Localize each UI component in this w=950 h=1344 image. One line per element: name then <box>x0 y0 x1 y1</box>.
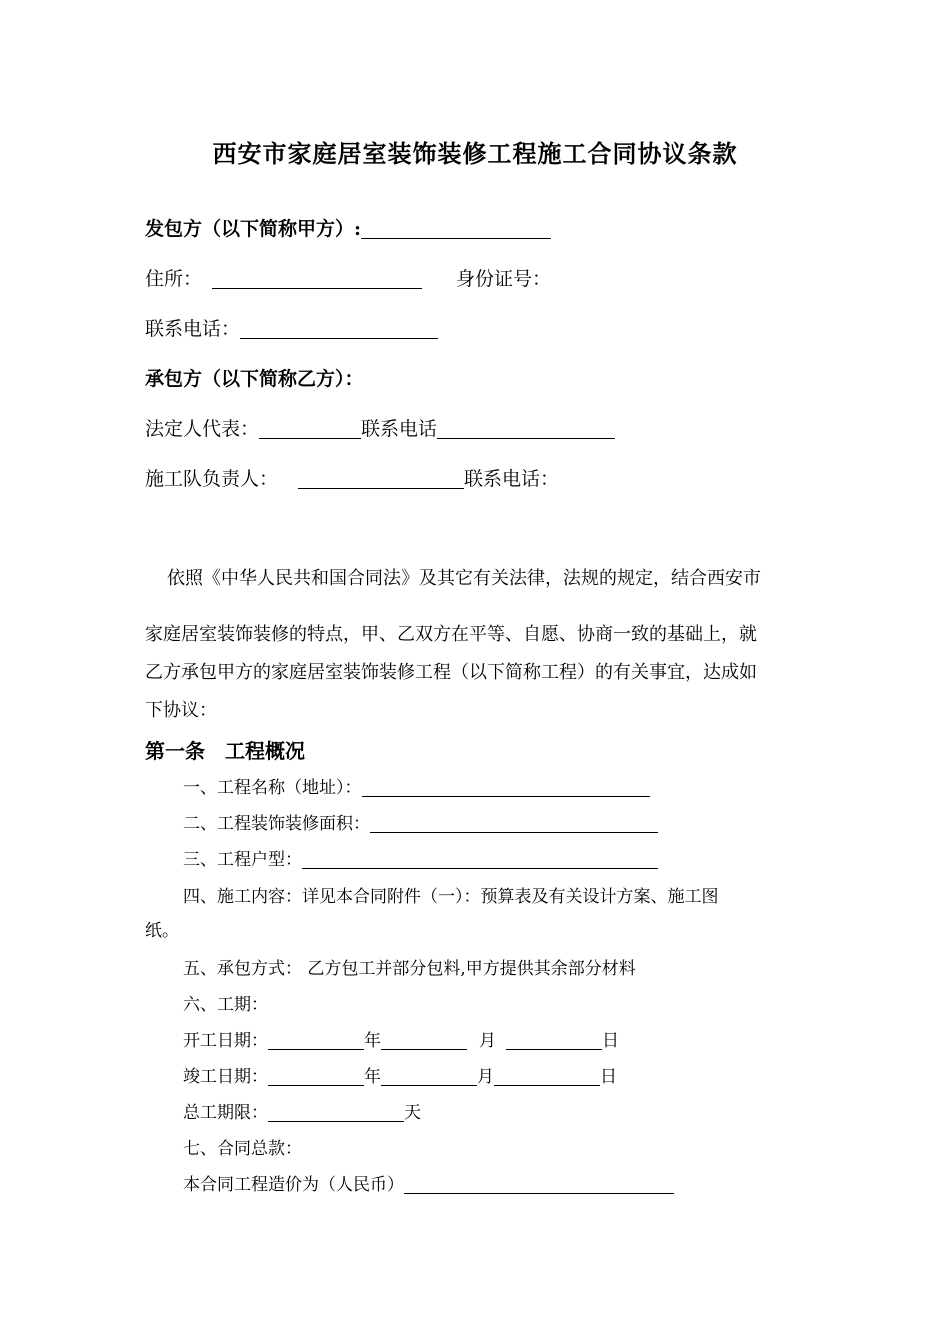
total-duration-label: 总工期限： <box>183 1103 268 1123</box>
total-duration-row <box>183 1098 421 1123</box>
start-year-unit: 年 <box>364 1031 381 1051</box>
party-a-phone-label: 联系电话： <box>145 318 241 340</box>
start-month-unit: 月 <box>479 1031 496 1051</box>
legal-rep-label: 法定人代表： <box>145 418 260 440</box>
section-1-heading: 第一条 工程概况 <box>145 739 305 763</box>
project-area-blank <box>370 812 658 833</box>
project-area-row <box>183 809 658 834</box>
house-type-row <box>183 845 658 870</box>
legal-rep-phone-blank <box>437 418 615 439</box>
team-leader-label: 施工队负责人： <box>145 468 279 490</box>
party-a-phone-row <box>145 314 438 341</box>
end-year-blank <box>268 1065 364 1086</box>
project-name-row <box>183 773 650 798</box>
team-leader-blank <box>298 468 464 489</box>
contract-total-heading: 七、合同总款： <box>183 1139 302 1159</box>
intro-line-2: 家庭居室装饰装修的特点，甲、乙双方在平等、自愿、协商一致的基础上，就 <box>145 624 757 645</box>
work-content-line-1: 四、施工内容：详见本合同附件（一）：预算表及有关设计方案、施工图 <box>183 887 719 907</box>
address-label: 住所： <box>145 268 203 290</box>
contract-price-blank <box>404 1173 674 1194</box>
intro-line-3: 乙方承包甲方的家庭居室装饰装修工程（以下简称工程）的有关事宜，达成如 <box>145 662 757 683</box>
intro-paragraph <box>145 564 805 722</box>
legal-rep-row <box>145 414 615 441</box>
house-type-label: 三、工程户型： <box>183 850 302 870</box>
start-month-blank <box>381 1029 467 1050</box>
project-name-blank <box>362 776 650 797</box>
team-leader-phone-label: 联系电话： <box>464 468 560 490</box>
party-b-label: 承包方（以下简称乙方）： <box>145 368 364 390</box>
contract-price-label: 本合同工程造价为（人民币） <box>183 1175 404 1195</box>
party-a-phone-blank <box>240 318 438 339</box>
project-area-label: 二、工程装饰装修面积： <box>183 814 370 834</box>
intro-line-4: 下协议： <box>145 700 217 721</box>
total-duration-blank <box>268 1101 404 1122</box>
contract-price-row <box>183 1170 674 1195</box>
intro-line-1: 依照《中华人民共和国合同法》及其它有关法律，法规的规定，结合西安市 <box>167 568 761 589</box>
legal-rep-phone-label: 联系电话 <box>361 418 438 440</box>
address-row <box>145 264 551 291</box>
work-content-line-2: 纸。 <box>145 921 179 941</box>
start-day-unit: 日 <box>602 1031 619 1051</box>
party-a-label: 发包方（以下简称甲方）: <box>145 218 362 240</box>
party-a-name-blank <box>361 218 551 239</box>
end-day-blank <box>494 1065 600 1086</box>
end-date-label: 竣工日期： <box>183 1067 268 1087</box>
team-leader-row <box>145 464 559 491</box>
party-a-row <box>145 214 551 241</box>
project-name-label: 一、工程名称（地址）： <box>183 778 362 798</box>
end-date-row <box>183 1062 617 1087</box>
id-number-label: 身份证号： <box>456 268 552 290</box>
document-title: 西安市家庭居室装饰装修工程施工合同协议条款 <box>212 139 738 168</box>
end-year-unit: 年 <box>364 1067 381 1087</box>
start-year-blank <box>268 1029 364 1050</box>
legal-rep-blank <box>259 418 361 439</box>
start-date-row <box>183 1026 619 1051</box>
start-day-blank <box>506 1029 602 1050</box>
contract-mode-row: 五、承包方式： 乙方包工并部分包料,甲方提供其余部分材料 <box>183 959 636 979</box>
duration-heading: 六、工期： <box>183 995 268 1015</box>
address-blank <box>212 268 422 289</box>
end-month-unit: 月 <box>477 1067 494 1087</box>
end-day-unit: 日 <box>600 1067 617 1087</box>
start-date-label: 开工日期： <box>183 1031 268 1051</box>
party-b-row <box>145 364 364 391</box>
house-type-blank <box>302 848 658 869</box>
total-duration-unit: 天 <box>404 1103 421 1123</box>
end-month-blank <box>381 1065 477 1086</box>
